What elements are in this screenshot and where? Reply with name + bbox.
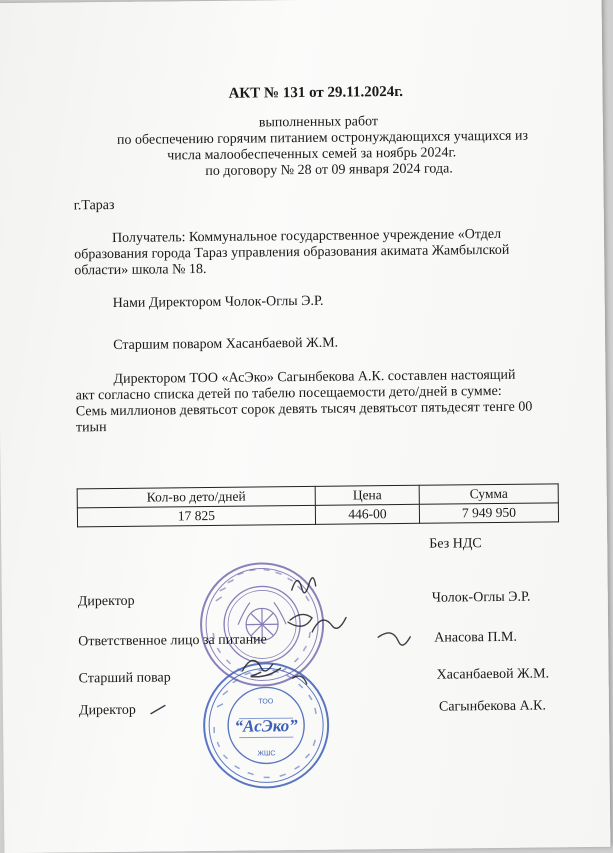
subtitle-line-1: выполненных работ	[258, 114, 379, 131]
recipient-line-2: образования города Тараз управления образования акимата Жамбылской	[74, 242, 510, 263]
signature-name-cook: Хасанбаевой Ж.М.	[436, 666, 550, 683]
city: г.Тараз	[73, 197, 115, 214]
company-stamp-name: “АсЭко”	[234, 716, 298, 736]
recipient-line-1: Получатель: Коммунальное государственное учреждение «Отдел	[111, 226, 502, 246]
body-line-2: акт согласно списка детей по табелю посещаемости дето/дней в сумме:	[75, 383, 502, 404]
subtitle-line-3: числа малообеспеченных семей за ноябрь 2024г.	[167, 145, 457, 164]
table-header-cell: Цена	[315, 485, 419, 505]
table-cell: 17 825	[77, 505, 315, 526]
table-cell: 7 949 950	[419, 503, 558, 523]
body-line-1: Директором ТОО «АсЭко» Сагынбекова А.К. составлен настоящий	[113, 367, 516, 387]
subtitle-line-4: по договору № 28 от 09 января 2024 года.	[205, 161, 453, 180]
body-line-3: Семь миллионов девятьсот сорок девять тысяч девятьсот пятьдесят тенге 00	[75, 399, 533, 420]
signature-role-responsible: Ответственное лицо за питание	[78, 632, 267, 650]
table-header-cell: Кол-во дето/дней	[77, 486, 315, 507]
signature-name-company-director: Сагынбекова А.К.	[438, 698, 547, 715]
body-line-4: тиын	[75, 420, 107, 436]
act-title: АКТ № 131 от 29.11.2024г.	[228, 83, 404, 102]
act-table	[77, 483, 559, 527]
signature-role-cook: Старший повар	[78, 670, 171, 687]
recipient-line-3: области» школа № 18.	[74, 262, 207, 279]
table-row	[77, 503, 558, 527]
signature-role-director: Директор	[77, 593, 135, 610]
cook-line: Старшим поваром Хасанбаевой Ж.М.	[113, 335, 339, 353]
signature-role-company-director: Директор	[78, 702, 136, 719]
signature-name-director: Чолок-Оглы Э.Р.	[431, 589, 531, 606]
handwritten-signatures	[141, 558, 463, 731]
table-cell: 446-00	[315, 504, 419, 524]
company-stamp-top: ТОО	[258, 698, 274, 706]
subtitle-line-2: по обеспечению горячим питанием остронуждающихся учащихся из	[116, 128, 529, 148]
vat-note: Без НДС	[429, 536, 482, 552]
signature-name-responsible: Анасова П.М.	[434, 629, 518, 646]
director-line: Нами Директором Чолок-Оглы Э.Р.	[112, 293, 324, 311]
table-header-cell: Сумма	[419, 484, 558, 504]
company-stamp-bottom: ЖШС	[257, 750, 276, 758]
